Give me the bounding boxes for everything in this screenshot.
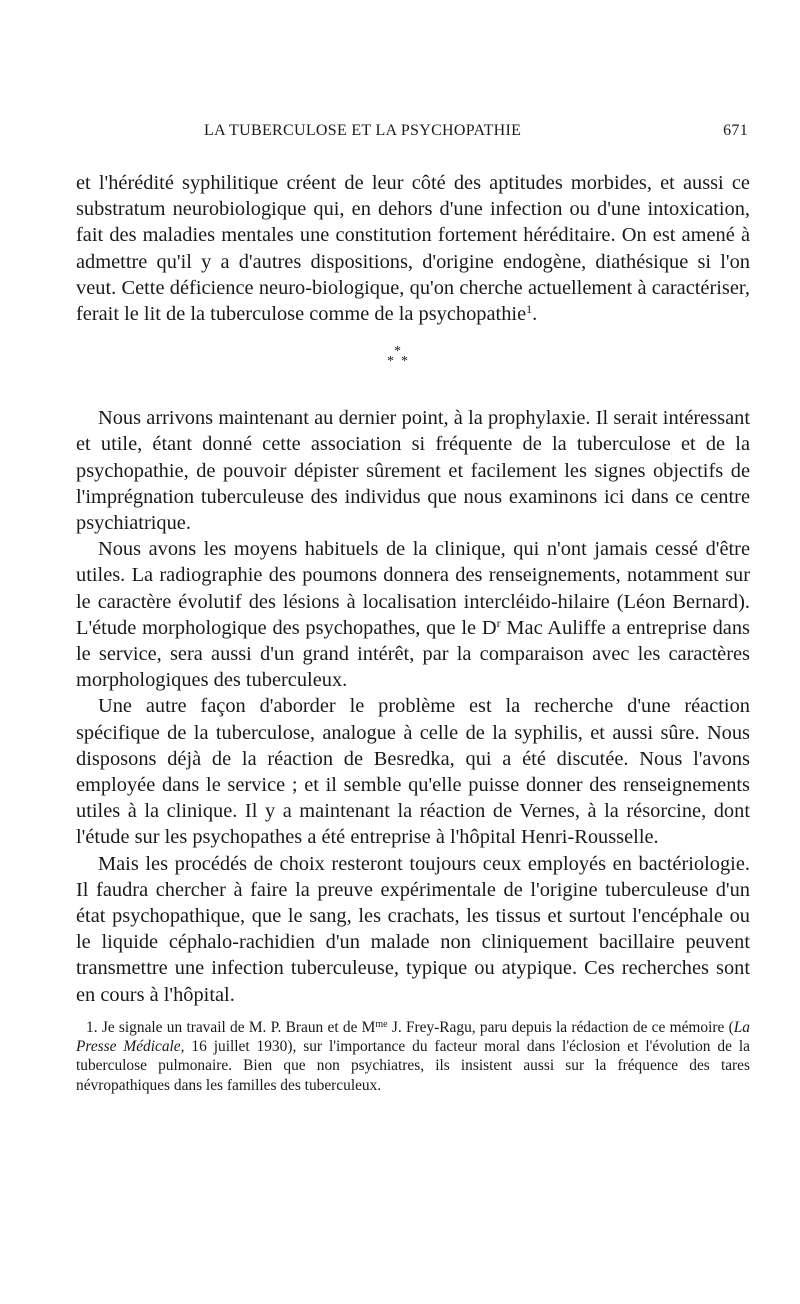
paragraph-3-text-b: Mac Auliffe a entreprise dans le service, sera aussi d'un grand intérêt, par la comparaison avec les caractères morphologiques des tuberculeux. — [76, 616, 750, 692]
running-header — [76, 118, 750, 148]
document-page — [76, 118, 750, 1095]
footnote-1 — [76, 1018, 750, 1095]
footnote-reference: 1 — [526, 302, 533, 317]
paragraph-1 — [76, 170, 750, 327]
footnote-number: 1. — [86, 1018, 98, 1036]
paragraph-1-text: et l'hérédité syphilitique créent de leur côté des aptitudes morbides, et aussi ce substratum neurobiologique qui, en dehors d'une infection ou d'une intoxication, fait des maladies mentales une constitution fortement héréditaire. On est amené à admettre qu'il y a d'autres dispositions, d'origine endogène, diathésique si l'on veut. Cette déficience neuro-biologique, qu'on cherche actuellement à caractériser, ferait le lit de la tuberculose comme de la psychopathie — [76, 172, 750, 326]
paragraph-5: Mais les procédés de choix resteront toujours ceux employés en bactériologie. Il faudra chercher à faire la preuve expérimentale de l'origine tuberculeuse d'un état psychopathique, que le sang, les crachats, les tissus et surtout l'encéphale ou le liquide céphalo-rachidien d'un malade non cliniquement bacillaire peuvent transmettre une infection tuberculeuse, typique ou atypique. Ces recherches sont en cours à l'hôpital. — [76, 852, 750, 1006]
paragraph-3 — [76, 536, 750, 693]
footnotes — [76, 1018, 750, 1095]
madame-abbrev-sup: me — [375, 1018, 388, 1030]
footnote-text-c: , 16 juillet 1930), sur l'importance du facteur moral dans l'éclosion et l'évolution de la tuberculose pulmonaire. Bien que non psychiatres, ils insistent aussi sur la fréquence des tares névropathiques dans les familles des tuberculeux. — [76, 1038, 750, 1094]
paragraph-4: Une autre façon d'aborder le problème est la recherche d'une réaction spécifique de la tuberculose, analogue à celle de la syphilis, et aussi sûre. Nous disposons déjà de la réaction de Besredka, qui a été discutée. Nous l'avons employée dans le service ; et il semble qu'elle puisse donner des renseignements utiles à la clinique. Il y a maintenant la réaction de Vernes, à la résorcine, dont l'étude sur les psychopathes a été entreprise à l'hôpital Henri-Rousselle. — [76, 695, 750, 849]
paragraph-3-text-a: Nous avons les moyens habituels de la clinique, qui n'ont jamais cessé d'être utiles. La radiographie des poumons donnera des renseignements, notamment sur le caractère évolutif des lésions à localisation intercléido-hilaire (Léon Bernard). L'étude morphologique des psychopathes, que le D — [76, 538, 750, 639]
journal-title: La Presse Médicale — [76, 1018, 750, 1056]
footnote-text-a: Je signale un travail de M. P. Braun et de M — [101, 1018, 376, 1036]
paragraph-2: Nous arrivons maintenant au dernier point, à la prophylaxie. Il serait intéressant et utile, étant donné cette association si fréquente de la tuberculose et de la psychopathie, de pouvoir dépister sûrement et facilement les signes objectifs de l'imprégnation tuberculeuse des individus que nous examinons ici dans ce centre psychiatrique. — [76, 407, 750, 535]
page-number: 671 — [723, 122, 748, 139]
section-break-asterism — [76, 327, 750, 405]
body-text — [76, 170, 750, 1008]
asterism-star-right: * — [401, 354, 408, 370]
asterism-star-top: * — [394, 344, 401, 360]
running-title: LA TUBERCULOSE ET LA PSYCHOPATHIE — [204, 122, 522, 139]
asterism-star-left: * — [387, 354, 394, 370]
doctor-abbrev-sup: r — [496, 615, 501, 630]
footnote-text-b: J. Frey-Ragu, paru depuis la rédaction de ce mémoire ( — [387, 1018, 734, 1036]
paragraph-1-end: . — [532, 303, 538, 326]
